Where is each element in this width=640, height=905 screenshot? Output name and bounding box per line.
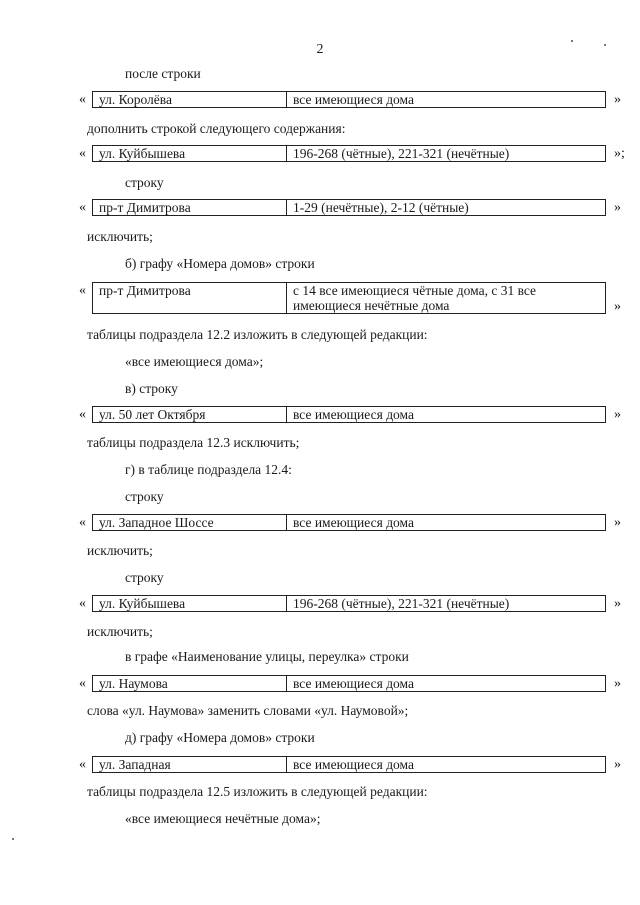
text-line: д) графу «Номера домов» строки: [125, 730, 315, 745]
houses-cell: все имеющиеся дома: [287, 676, 606, 692]
close-quote: »: [614, 515, 621, 530]
street-table-row: [92, 199, 606, 216]
close-quote: »;: [614, 146, 625, 161]
street-cell: ул. Наумова: [93, 676, 287, 692]
street-table-row: [92, 406, 606, 423]
street-cell: ул. Куйбышева: [93, 146, 287, 162]
scan-speck: [12, 838, 14, 840]
street-table-row: [92, 282, 606, 314]
text-line: строку: [125, 489, 164, 504]
street-cell: ул. Королёва: [93, 92, 287, 108]
text-line: после строки: [125, 66, 201, 81]
text-line: таблицы подраздела 12.3 исключить;: [87, 435, 300, 450]
text-line: «все имеющиеся нечётные дома»;: [125, 811, 321, 826]
scan-speck: [604, 44, 606, 46]
street-table-row: [92, 91, 606, 108]
text-line: исключить;: [87, 624, 153, 639]
close-quote: »: [614, 757, 621, 772]
close-quote: »: [614, 299, 621, 314]
open-quote: «: [79, 92, 86, 107]
street-cell: пр-т Димитрова: [93, 283, 287, 314]
street-cell: пр-т Димитрова: [93, 200, 287, 216]
houses-cell-line: имеющиеся нечётные дома: [293, 298, 450, 313]
open-quote: «: [79, 283, 86, 298]
street-table-row: [92, 756, 606, 773]
text-line: таблицы подраздела 12.2 изложить в следующей редакции:: [87, 327, 428, 342]
open-quote: «: [79, 515, 86, 530]
text-line: слова «ул. Наумова» заменить словами «ул. Наумовой»;: [87, 703, 409, 718]
text-line: в графе «Наименование улицы, переулка» строки: [125, 649, 409, 664]
close-quote: »: [614, 596, 621, 611]
open-quote: «: [79, 146, 86, 161]
houses-cell: 1-29 (нечётные), 2-12 (чётные): [287, 200, 606, 216]
open-quote: «: [79, 676, 86, 691]
scan-speck: [571, 40, 573, 42]
text-line: строку: [125, 175, 164, 190]
street-table-row: [92, 145, 606, 162]
houses-cell: 196-268 (чётные), 221-321 (нечётные): [287, 146, 606, 162]
street-cell: ул. 50 лет Октября: [93, 407, 287, 423]
street-cell: ул. Западная: [93, 757, 287, 773]
houses-cell: все имеющиеся дома: [287, 92, 606, 108]
open-quote: «: [79, 407, 86, 422]
text-line: в) строку: [125, 381, 178, 396]
close-quote: »: [614, 676, 621, 691]
text-line: таблицы подраздела 12.5 изложить в следующей редакции:: [87, 784, 428, 799]
close-quote: »: [614, 200, 621, 215]
street-table-row: [92, 675, 606, 692]
text-line: б) графу «Номера домов» строки: [125, 256, 315, 271]
text-line: «все имеющиеся дома»;: [125, 354, 264, 369]
text-line: дополнить строкой следующего содержания:: [87, 121, 346, 136]
houses-cell: 196-268 (чётные), 221-321 (нечётные): [287, 596, 606, 612]
close-quote: »: [614, 407, 621, 422]
text-line: строку: [125, 570, 164, 585]
street-cell: ул. Куйбышева: [93, 596, 287, 612]
text-line: исключить;: [87, 229, 153, 244]
street-table-row: [92, 514, 606, 531]
text-line: исключить;: [87, 543, 153, 558]
page-number: 2: [316, 42, 324, 57]
houses-cell-line: с 14 все имеющиеся чётные дома, с 31 все: [293, 283, 537, 298]
text-line: г) в таблице подраздела 12.4:: [125, 462, 292, 477]
close-quote: »: [614, 92, 621, 107]
houses-cell: все имеющиеся дома: [287, 515, 606, 531]
houses-cell: все имеющиеся дома: [287, 407, 606, 423]
open-quote: «: [79, 200, 86, 215]
street-table-row: [92, 595, 606, 612]
houses-cell: все имеющиеся дома: [287, 757, 606, 773]
open-quote: «: [79, 757, 86, 772]
open-quote: «: [79, 596, 86, 611]
street-cell: ул. Западное Шоссе: [93, 515, 287, 531]
houses-cell: [287, 283, 606, 314]
